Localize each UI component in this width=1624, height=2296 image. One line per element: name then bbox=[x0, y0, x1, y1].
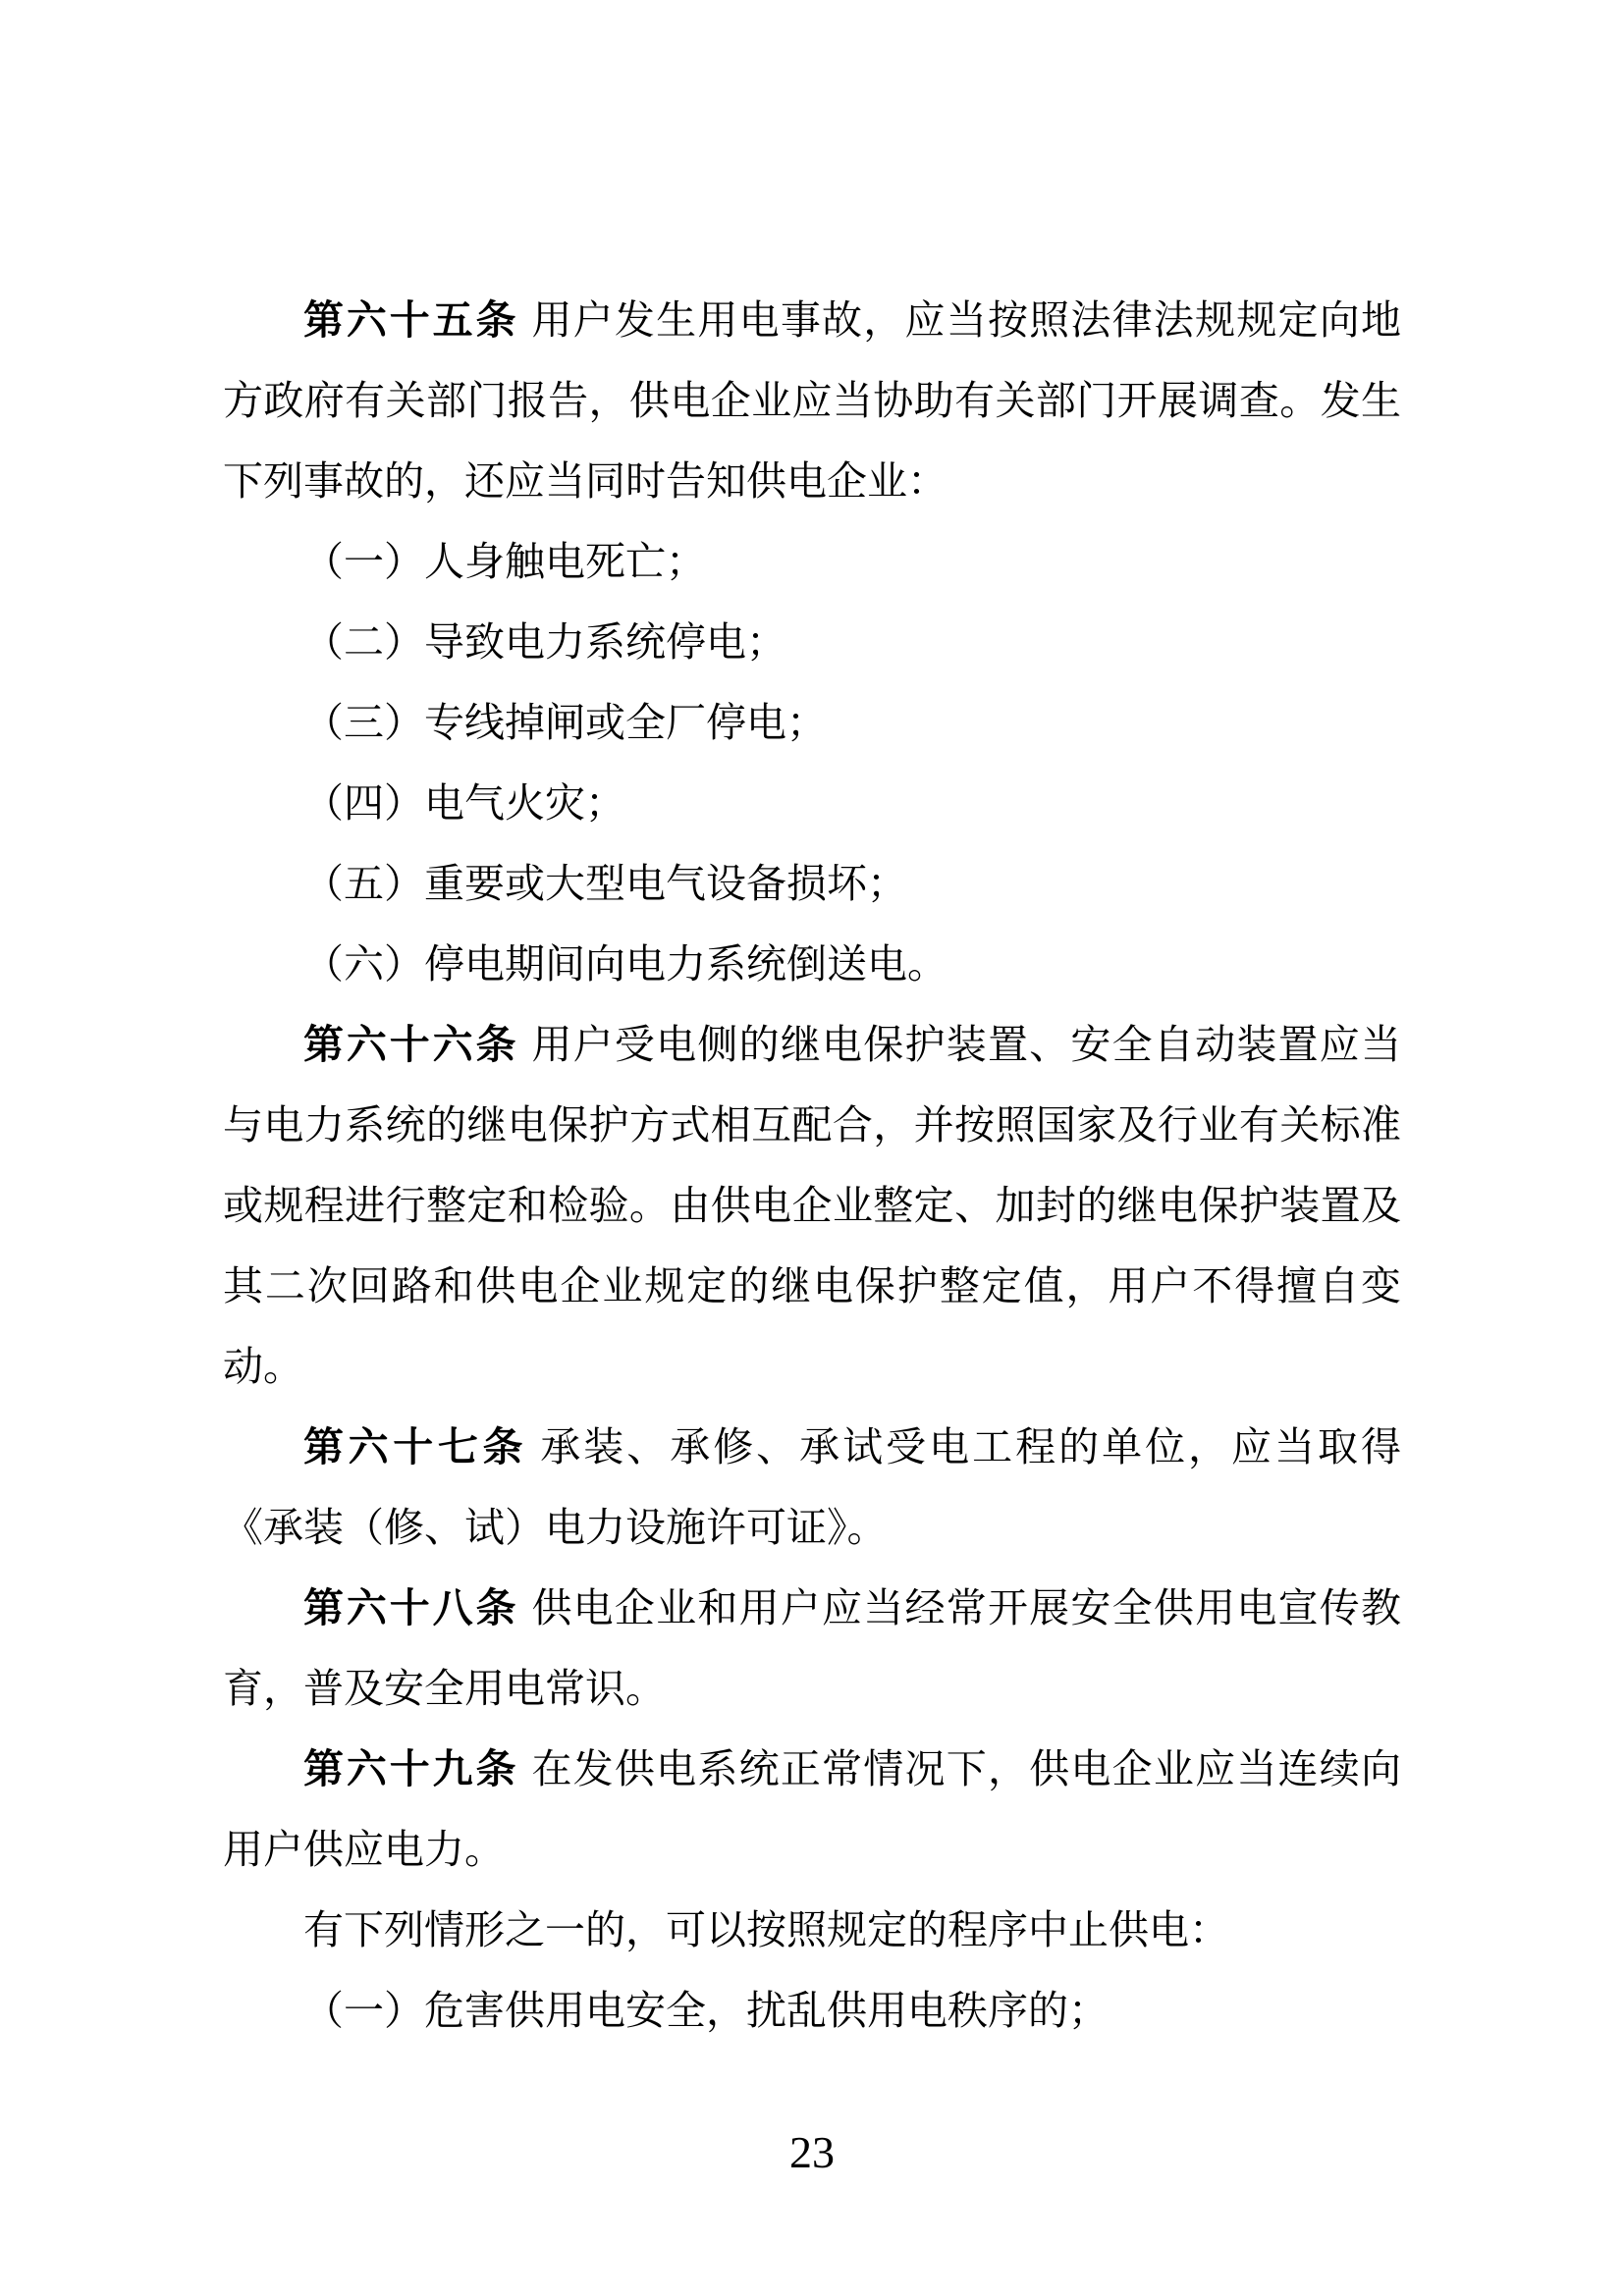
list-item-6-text: （六）停电期间向电力系统倒送电。 bbox=[303, 941, 947, 987]
article-66-number: 第六十六条 bbox=[303, 1022, 519, 1067]
list-item-1 bbox=[223, 521, 1401, 602]
article-69-number: 第六十九条 bbox=[303, 1746, 519, 1791]
condition-item-1-text: （一）危害供用电安全，扰乱供用电秩序的； bbox=[303, 1988, 1109, 2033]
article-65-text: 用户发生用电事故，应当按照法律法规规定向地方政府有关部门报告，供电企业应当协助有关部门开展调查。发生下列事故的，还应当同时告知供电企业： bbox=[223, 297, 1402, 504]
page-number: 23 bbox=[789, 2127, 835, 2177]
list-item-3-text: （三）专线掉闸或全厂停电； bbox=[303, 700, 827, 745]
article-65-paragraph bbox=[223, 280, 1401, 521]
article-68-number: 第六十八条 bbox=[303, 1585, 519, 1630]
condition-item-1 bbox=[223, 1970, 1401, 2051]
list-item-5 bbox=[223, 843, 1401, 924]
document-body bbox=[223, 280, 1401, 2051]
article-69-text: 在发供电系统正常情况下，供电企业应当连续向用户供应电力。 bbox=[223, 1746, 1402, 1872]
list-item-3 bbox=[223, 682, 1401, 763]
list-item-2-text: （二）导致电力系统停电； bbox=[303, 619, 786, 665]
list-item-2 bbox=[223, 602, 1401, 682]
conditions-intro-paragraph bbox=[223, 1890, 1401, 1970]
article-68-text: 供电企业和用户应当经常开展安全供用电宣传教育，普及安全用电常识。 bbox=[223, 1585, 1402, 1711]
article-67-number: 第六十七条 bbox=[303, 1424, 528, 1469]
article-66-text: 用户受电侧的继电保护装置、安全自动装置应当与电力系统的继电保护方式相互配合，并按照国家及行业有关标准或规程进行整定和检验。由供电企业整定、加封的继电保护装置及其二次回路和供电企业规定的继电保护整定值，用户不得擅自变动。 bbox=[223, 1022, 1402, 1389]
conditions-intro-text: 有下列情形之一的，可以按照规定的程序中止供电： bbox=[303, 1907, 1229, 1952]
article-69-paragraph bbox=[223, 1729, 1401, 1890]
article-66-paragraph bbox=[223, 1004, 1401, 1407]
article-67-paragraph bbox=[223, 1407, 1401, 1568]
list-item-4-text: （四）电气火灾； bbox=[303, 780, 625, 826]
list-item-6 bbox=[223, 924, 1401, 1004]
article-68-paragraph bbox=[223, 1568, 1401, 1729]
list-item-1-text: （一）人身触电死亡； bbox=[303, 539, 706, 584]
list-item-4 bbox=[223, 763, 1401, 843]
article-65-number: 第六十五条 bbox=[303, 297, 519, 343]
list-item-5-text: （五）重要或大型电气设备损坏； bbox=[303, 861, 907, 906]
article-67-text: 承装、承修、承试受电工程的单位，应当取得《承装（修、试）电力设施许可证》。 bbox=[223, 1424, 1402, 1550]
